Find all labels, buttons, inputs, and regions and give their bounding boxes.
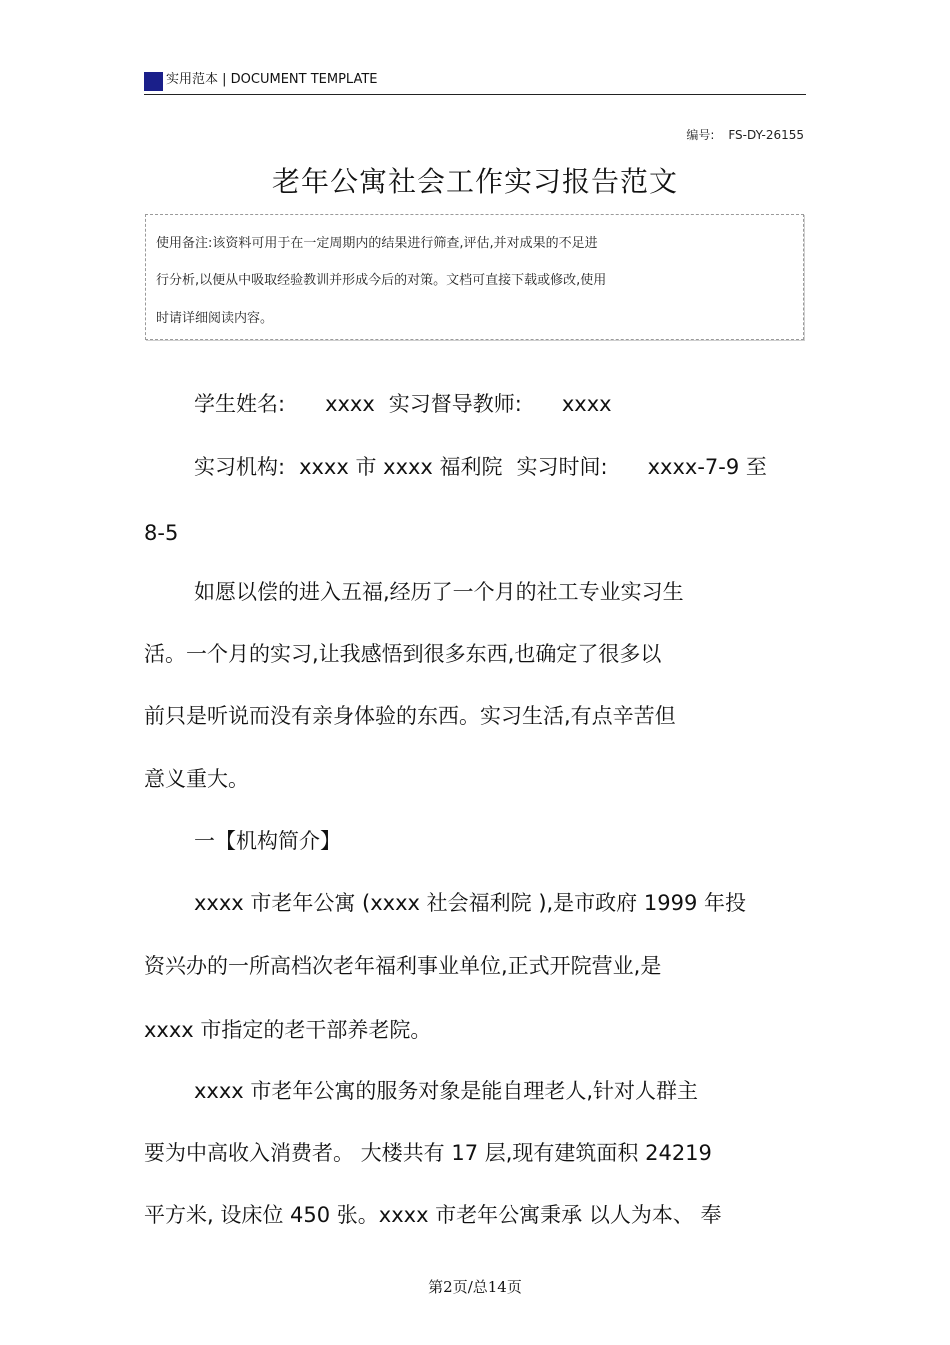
page-header	[144, 70, 806, 95]
body-line: 资兴办的一所高档次老年福利事业单位,正式开院营业,是	[144, 954, 662, 978]
body-line: 意义重大。	[144, 767, 249, 791]
internship-time-continued: 8-5	[144, 521, 179, 545]
organization-value: xxxx 市 xxxx 福利院	[299, 455, 503, 479]
body-line: 前只是听说而没有亲身体验的东西。实习生活,有点辛苦但	[144, 704, 676, 728]
student-name-value: xxxx	[325, 392, 375, 416]
notice-line: 行分析,以便从中吸取经验教训并形成今后的对策。文档可直接下载或修改,使用	[156, 273, 607, 288]
document-title: 老年公寓社会工作实习报告范文	[271, 165, 678, 198]
template-logo-icon	[144, 72, 163, 91]
body-line: 要为中高收入消费者。 大楼共有 17 层,现有建筑面积 24219	[144, 1141, 712, 1165]
body-line: xxxx 市老年公寓 (xxxx 社会福利院 ),是市政府 1999 年投	[194, 891, 746, 915]
body-line: 活。一个月的实习,让我感悟到很多东西,也确定了很多以	[144, 642, 662, 666]
internship-info-line	[194, 453, 767, 481]
usage-notice-box	[145, 214, 804, 340]
supervisor-label: 实习督导教师:	[388, 392, 522, 416]
body-line: xxxx 市老年公寓的服务对象是能自理老人,针对人群主	[194, 1079, 699, 1103]
organization-label: 实习机构:	[194, 455, 286, 479]
supervisor-value: xxxx	[561, 392, 612, 416]
student-info-line	[194, 390, 612, 418]
notice-line: 使用备注:该资料可用于在一定周期内的结果进行筛查,评估,并对成果的不足进	[156, 236, 598, 251]
document-number-label: 编号:	[686, 128, 715, 142]
internship-time-value: xxxx-7-9 至	[647, 455, 767, 479]
body-line: xxxx 市指定的老干部养老院。	[144, 1018, 432, 1042]
page-indicator: 第2页/总14页	[428, 1278, 522, 1296]
document-number-value: FS-DY-26155	[728, 128, 804, 142]
body-line: 平方米, 设床位 450 张。xxxx 市老年公寓秉承 以人为本、 奉	[144, 1203, 722, 1227]
student-name-label: 学生姓名:	[194, 392, 286, 416]
internship-time-label: 实习时间:	[516, 455, 608, 479]
section-heading: 一【机构简介】	[194, 829, 341, 853]
notice-line: 时请详细阅读内容。	[156, 311, 274, 326]
document-number	[686, 126, 804, 143]
header-text: 实用范本 | DOCUMENT TEMPLATE	[166, 72, 378, 87]
body-line: 如愿以偿的进入五福,经历了一个月的社工专业实习生	[194, 580, 684, 604]
